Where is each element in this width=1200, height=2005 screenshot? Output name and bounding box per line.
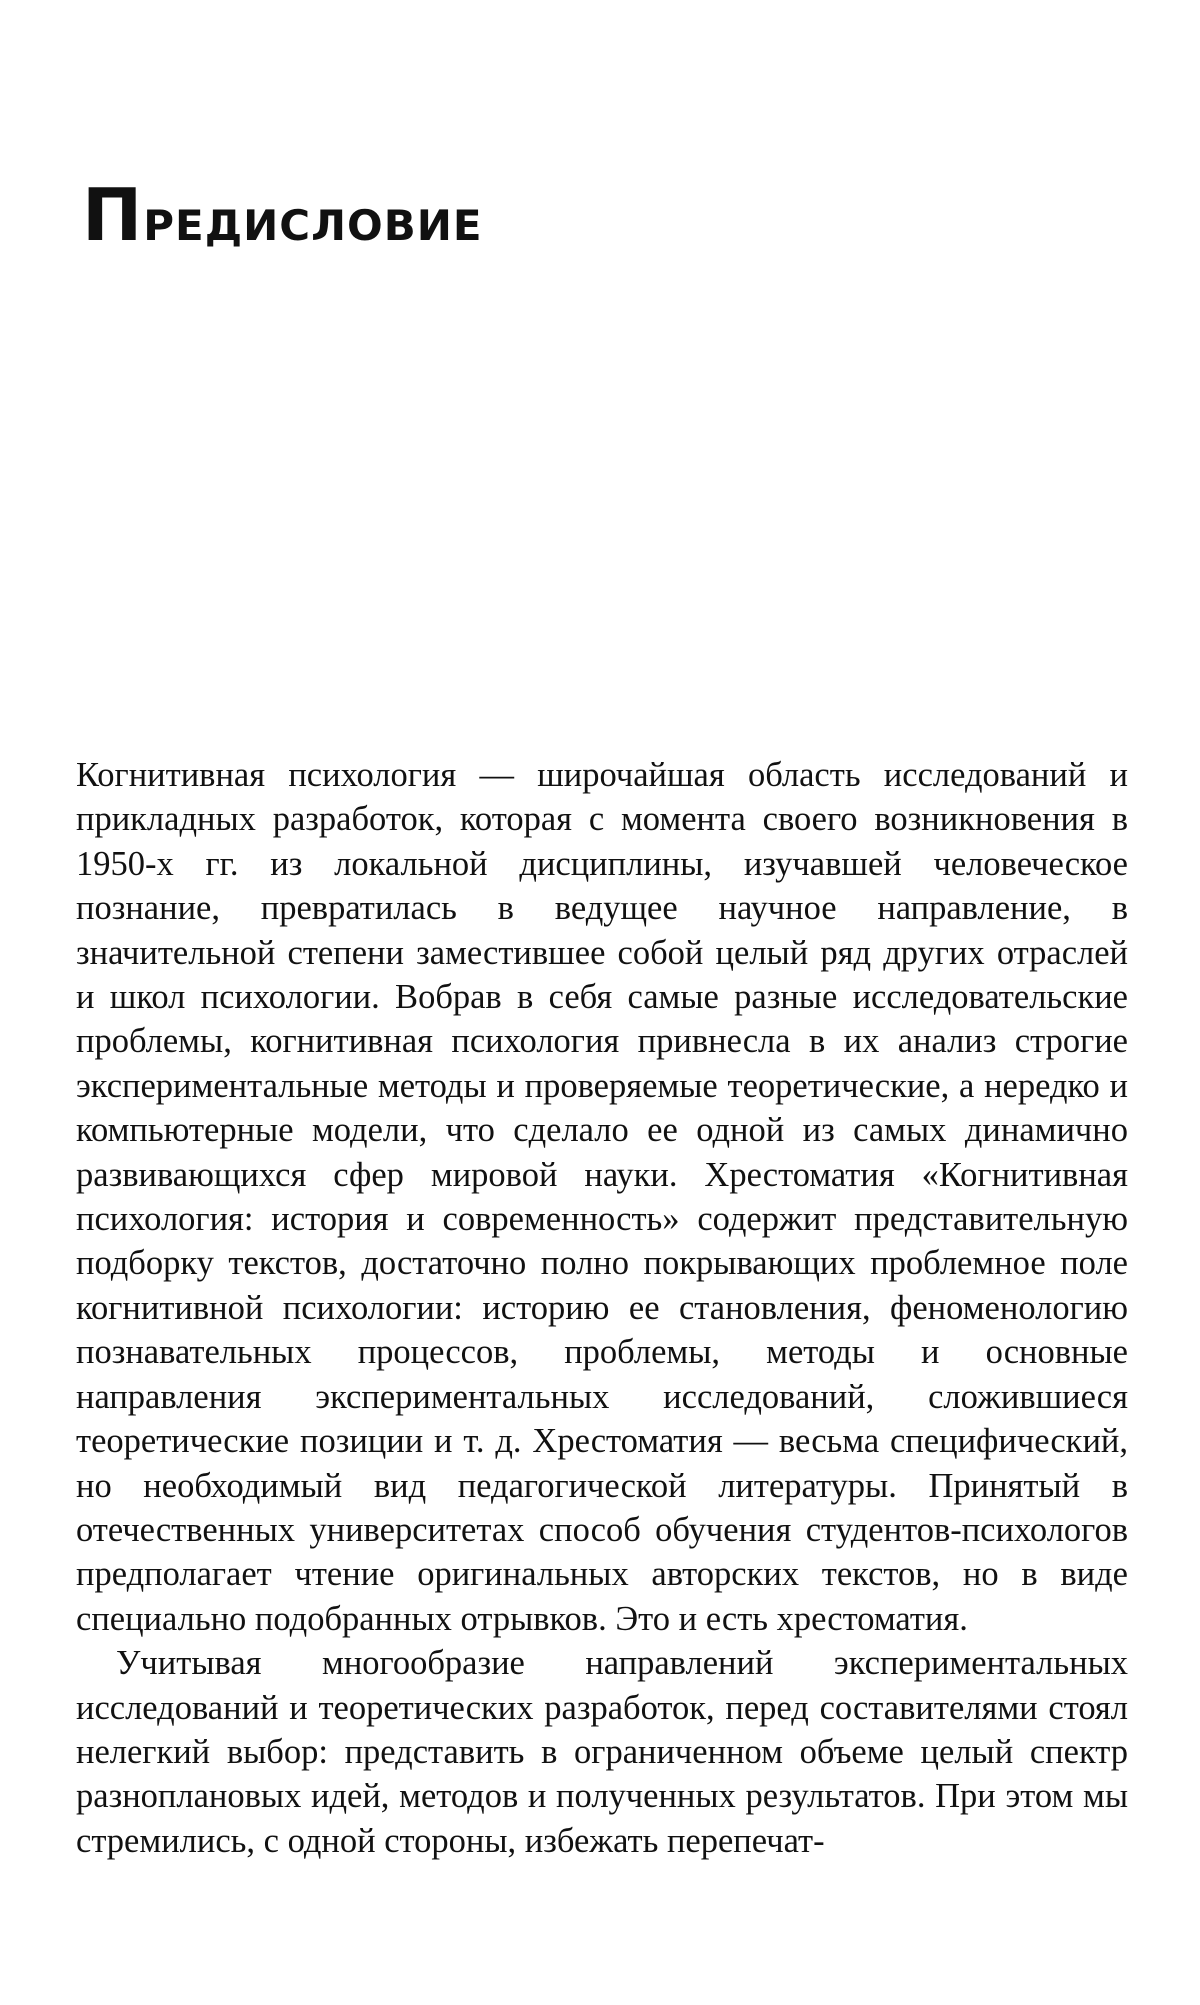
chapter-title-rest: редисловие: [143, 185, 483, 255]
chapter-title: [82, 175, 483, 260]
body-text: [76, 753, 1128, 1863]
paragraph-1: Когнитивная психология — широчайшая область исследований и прикладных разработок, которая с момента своего возникновения в 1950-х гг. из локальной дисциплины, изучавшей человеческое познание, превратилась в ведущее научное направление, в значительной степени заместившее собой целый ряд других отраслей и школ психологии. Вобрав в себя самые разные исследовательские проблемы, когнитивная психология привнесла в их анализ строгие экспериментальные методы и проверяемые теоретические, а нередко и компьютерные модели, что сделало ее одной из самых динамично развивающихся сфер мировой науки. Хрестоматия «Когнитивная психология: история и современность» содержит представительную подборку текстов, достаточно полно покрывающих проблемное поле когнитивной психологии: историю ее становления, феноменологию познавательных процессов, проблемы, методы и основные направления экспериментальных исследований, сложившиеся теоретические позиции и т. д. Хрестоматия — весьма специфический, но необходимый вид педагогической литературы. Принятый в отечественных университетах способ обучения студентов-психологов предполагает чтение оригинальных авторских текстов, но в виде специально подобранных отрывков. Это и есть хрестоматия.: [76, 756, 1128, 1638]
paragraph-2: Учитывая многообразие направлений экспериментальных исследований и теоретических разработок, перед составителями стоял нелегкий выбор: представить в ограниченном объеме целый спектр разноплановых идей, методов и полученных результатов. При этом мы стремились, с одной стороны, избежать перепечат-: [76, 1644, 1128, 1860]
chapter-title-initial: П: [82, 173, 144, 257]
